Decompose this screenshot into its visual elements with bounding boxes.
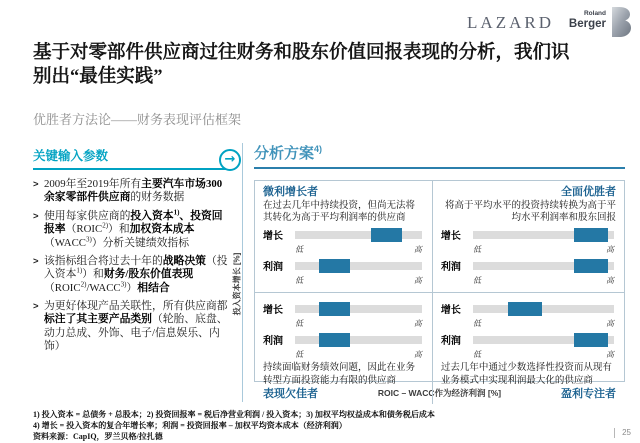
text-run: 1): [173, 208, 180, 217]
profit-label: 利润: [263, 336, 283, 348]
bullet-text: [44, 300, 232, 354]
text-run: （投入资本: [44, 254, 228, 281]
low-high-scale: [473, 349, 614, 360]
quadrant-title: 表现欠佳者: [263, 387, 318, 400]
profit-slider-row: [441, 258, 616, 273]
quadrant-description: 将高于平均水平的投资持续转换为高于平均水平利润率和股东回报: [444, 201, 616, 224]
high-label: 高: [413, 276, 422, 286]
text-run: 2009年至2019年所有: [44, 178, 142, 190]
slide-subtitle: 优胜者方法论——财务表现评估框架: [33, 112, 242, 127]
bullet-text: [44, 210, 232, 250]
bullet-marker: >: [33, 179, 39, 190]
slider-handle: [319, 259, 349, 273]
bullet-text: [44, 255, 232, 295]
text-run: ）分析关键绩效指标: [91, 236, 190, 249]
high-label: 高: [413, 319, 422, 329]
text-run: 2): [102, 221, 109, 230]
slider-handle: [319, 302, 349, 316]
slider-track: [295, 231, 422, 239]
text-run: 1): [76, 266, 83, 275]
analysis-header-footnote-ref: 4): [314, 144, 323, 154]
y-axis-label: 投入资本增长 [%]: [232, 252, 242, 316]
slider-handle: [574, 228, 608, 242]
quadrant-description: 在过去几年中持续投资，但尚无法将其转化为高于平均利润率的供应商: [263, 201, 416, 224]
slider-handle: [574, 333, 608, 347]
slider-track: [295, 336, 422, 344]
profit-slider-row: [263, 332, 424, 347]
low-label: 低: [295, 350, 303, 360]
text-run: 、投资回报率: [44, 209, 223, 236]
low-label: 低: [295, 319, 303, 329]
arrow-right-circle-icon: →: [219, 149, 241, 171]
text-run: ）和: [108, 223, 130, 236]
high-label: 高: [605, 319, 614, 329]
text-run: （WACC: [44, 236, 86, 249]
slider-handle: [319, 333, 349, 347]
growth-label: 增长: [440, 231, 461, 243]
quadrant-sliders: [441, 298, 616, 362]
slider-handle: [371, 228, 401, 242]
low-label: 低: [295, 245, 303, 255]
lazard-logo: LAZARD: [467, 13, 554, 32]
slider-track: [473, 336, 614, 344]
slider-track: [295, 262, 422, 270]
growth-label: 增长: [263, 305, 283, 317]
low-high-scale: [473, 318, 614, 329]
low-label: 低: [472, 319, 481, 329]
low-high-scale: [473, 275, 614, 286]
slide-title: [33, 41, 608, 90]
text-run: 2): [80, 280, 87, 289]
text-run: （轮胎、底盘、动力总成、外饰、电子/信息娱乐、内饰）: [44, 313, 228, 353]
slider-track: [473, 262, 614, 270]
quadrant-title: 全面优胜者: [560, 186, 616, 198]
low-high-scale: [295, 349, 422, 360]
growth-label: 增长: [440, 305, 461, 317]
text-run: 为更好体现产品关联性，所有供应商都: [44, 300, 228, 312]
slide-title-line2: 别出“最佳实践”: [33, 67, 163, 88]
low-label: 低: [472, 276, 481, 286]
quadrant-description: 过去几年中通过少数选择性投资而从现有业务模式中实现利润最大化的供应商: [440, 363, 612, 386]
roland-berger-logo-berger: Berger: [568, 17, 606, 30]
list-item: [33, 300, 232, 354]
profit-slider-row: [441, 332, 616, 347]
quadrant-underperformers: [255, 293, 433, 403]
profit-label: 利润: [440, 336, 461, 348]
slider-track: [295, 305, 422, 313]
quadrant-title: 微利增长者: [263, 186, 318, 198]
low-high-scale: [295, 318, 422, 329]
quadrant-sliders: [263, 224, 424, 288]
footnote-line: 1) 投入资本 = 总债务 + 总股本；2) 投资回报率 = 税后净营业利润 / 投入资本；3) 加权平均权益成本和债务税后成本: [33, 410, 435, 419]
key-inputs-panel: [33, 146, 236, 359]
roland-berger-logo-roland: Roland: [583, 10, 606, 17]
bullet-marker: >: [33, 301, 39, 312]
text-run: 相结合: [137, 281, 170, 294]
quadrant-profit-focused: [433, 293, 624, 403]
growth-slider-row: [441, 301, 616, 316]
bullet-marker: >: [33, 255, 39, 267]
list-item: [33, 210, 232, 250]
text-run: 3): [86, 234, 92, 243]
low-high-scale: [295, 275, 422, 286]
low-label: 低: [295, 276, 303, 286]
text-run: 战略决策: [162, 254, 206, 267]
x-axis-label: ROIC – WACC作为经济利润 [%]: [377, 388, 502, 398]
footnote-line: 4) 增长 = 投入资本的复合年增长率；利润 = 投资回报率 – 加权平均资本成本（经济利润）: [33, 420, 347, 430]
list-item: [33, 178, 232, 205]
text-run: 标注了其主要产品类别: [44, 313, 152, 326]
text-run: 主要汽车市场300余家零部件供应商: [44, 178, 223, 204]
analysis-header-label: 分析方案: [254, 145, 315, 162]
profit-label: 利润: [263, 262, 283, 274]
high-label: 高: [413, 350, 422, 360]
text-run: 的财务数据: [130, 191, 185, 204]
low-label: 低: [472, 245, 481, 255]
analysis-header: [254, 142, 625, 169]
text-run: ）和: [82, 268, 104, 281]
slider-track: [473, 305, 614, 313]
footnote-source: 资料来源：CapIQ，罗兰贝格/拉扎德: [33, 431, 163, 441]
text-run: 加权资本成本: [129, 223, 195, 236]
bullet-marker: >: [33, 210, 39, 222]
bullet-text: [44, 178, 232, 205]
growth-label: 增长: [263, 231, 283, 243]
low-high-scale: [473, 244, 614, 255]
key-inputs-bullet-list: [33, 178, 232, 354]
analysis-panel: [254, 142, 625, 399]
high-label: 高: [413, 245, 422, 255]
key-inputs-header-label: 关键输入参数: [33, 149, 109, 163]
slider-handle: [574, 259, 608, 273]
text-run: ）: [126, 281, 138, 294]
high-label: 高: [605, 350, 614, 360]
quadrant-all-round-winners: [433, 181, 624, 293]
profit-label: 利润: [440, 262, 461, 274]
quadrant-sliders: [263, 298, 424, 362]
profit-slider-row: [263, 258, 424, 273]
slide-title-line1: 基于对零部件供应商过往财务和股东价值回报表现的分析，我们识: [33, 43, 570, 63]
slider-track: [473, 231, 614, 239]
footnotes: [33, 410, 435, 442]
list-item: [33, 255, 232, 295]
quadrant-marginal-growers: [255, 181, 433, 293]
quadrant-sliders: [441, 224, 616, 288]
text-run: 使用每家供应商的: [44, 209, 131, 222]
text-run: 3): [120, 280, 127, 289]
growth-slider-row: [441, 227, 616, 242]
quadrant-description: 持续面临财务绩效问题，因此在业务转型方面投资能力有限的供应商: [263, 363, 416, 386]
text-run: 财务/股东价值表现: [103, 268, 194, 281]
high-label: 高: [605, 245, 614, 255]
low-label: 低: [472, 350, 481, 360]
page-number: 25: [614, 428, 631, 438]
high-label: 高: [605, 276, 614, 286]
roland-berger-logo-text: [569, 11, 606, 30]
text-run: 该指标组合将过去十年的: [44, 254, 163, 267]
text-run: /WACC: [86, 281, 121, 294]
low-high-scale: [295, 244, 422, 255]
growth-slider-row: [263, 227, 424, 242]
text-run: （ROIC: [44, 281, 81, 294]
quadrant-title: 盈利专注者: [560, 387, 616, 400]
key-inputs-header: [33, 146, 236, 170]
text-run: 投入资本: [130, 209, 174, 222]
roland-berger-b-icon: [610, 7, 632, 37]
slider-handle: [508, 302, 542, 316]
text-run: （ROIC: [65, 223, 103, 236]
growth-slider-row: [263, 301, 424, 316]
